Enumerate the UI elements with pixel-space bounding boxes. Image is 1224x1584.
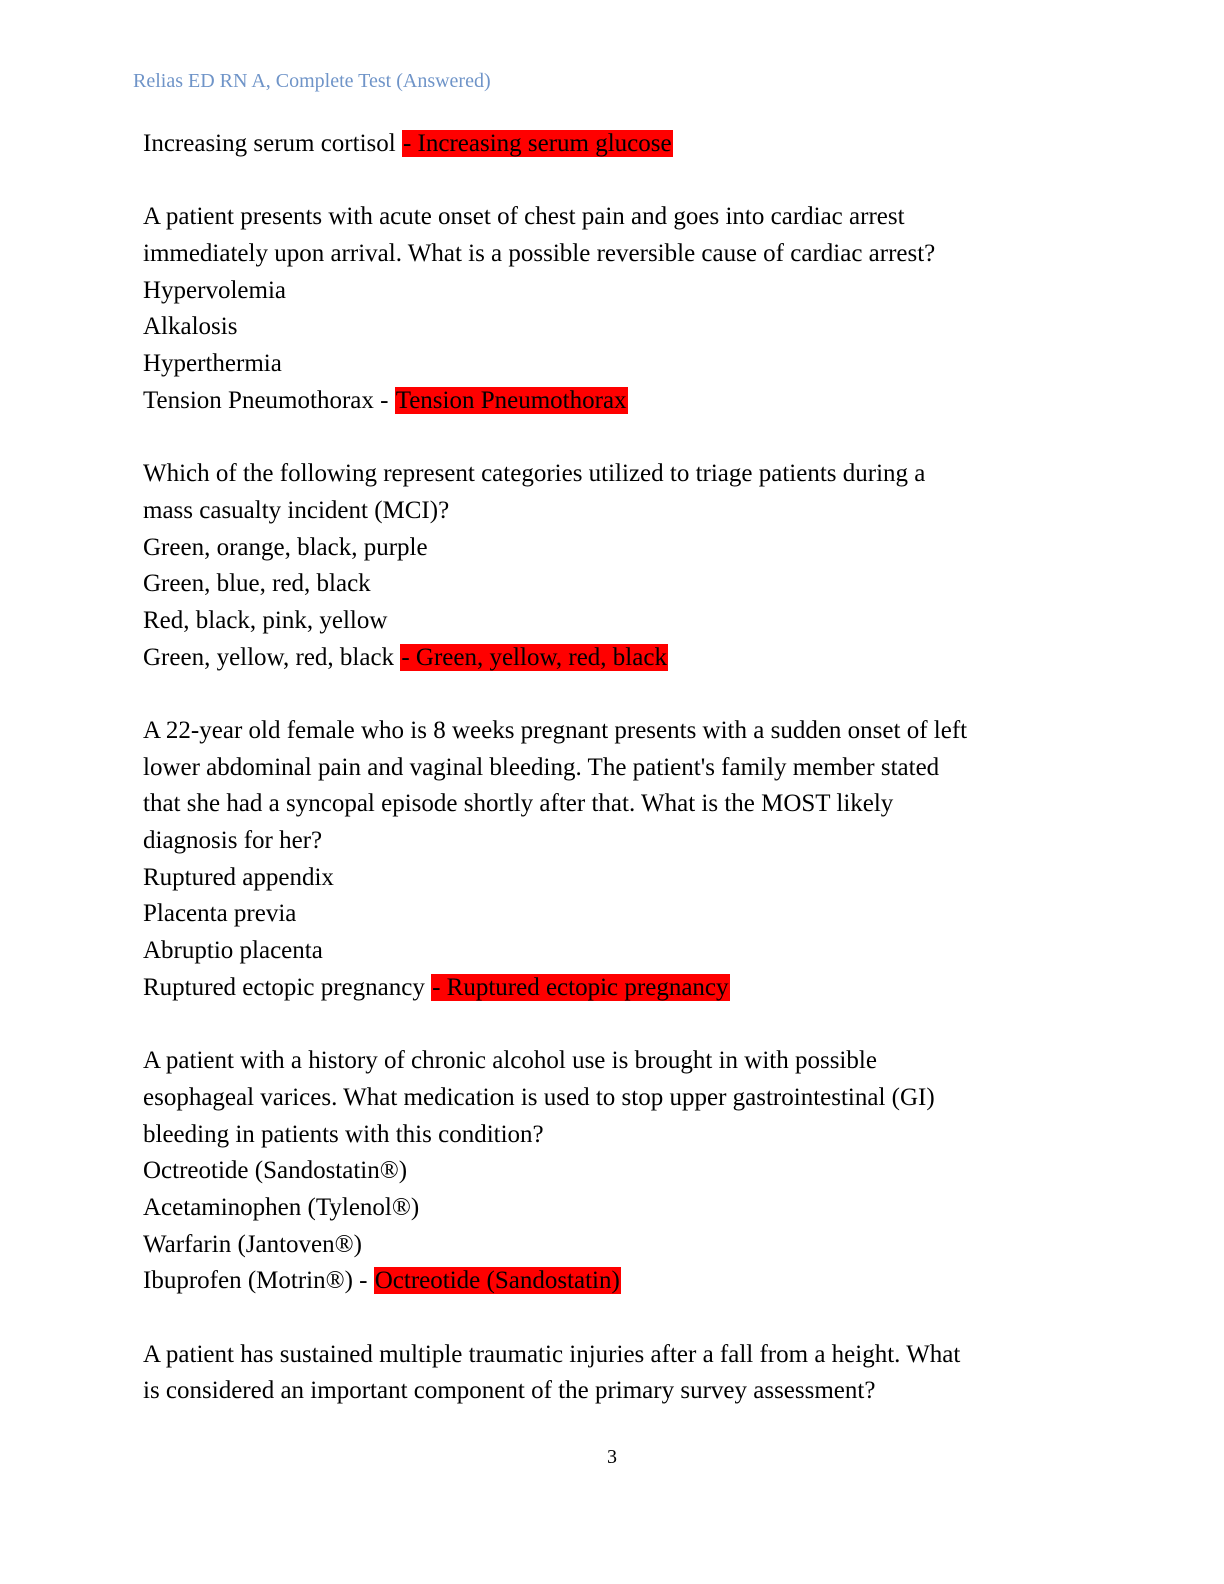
page-number: 3 — [607, 1446, 617, 1468]
running-header: Relias ED RN A, Complete Test (Answered) — [133, 70, 491, 92]
option-text: Tension Pneumothorax - — [143, 386, 395, 414]
option-text: Ibuprofen (Motrin®) - — [143, 1267, 374, 1295]
option-text: Acetaminophen (Tylenol®) — [143, 1193, 420, 1221]
page-content — [143, 126, 1083, 1410]
question-text: is considered an important component of the primary survey assessment? — [143, 1377, 876, 1405]
question-text: Which of the following represent categories utilized to triage patients during a — [143, 460, 926, 488]
paragraph-gap — [143, 420, 1083, 457]
question-block — [143, 1337, 1083, 1410]
question-text: A patient with a history of chronic alcohol use is brought in with possible — [143, 1047, 877, 1075]
option-text: Green, blue, red, black — [143, 570, 371, 598]
answer-line — [143, 640, 1083, 677]
question-text: esophageal varices. What medication is used to stop upper gastrointestinal (GI) — [143, 1083, 935, 1111]
paragraph-gap — [143, 163, 1083, 200]
question-text: immediately upon arrival. What is a possible reversible cause of cardiac arrest? — [143, 240, 936, 268]
answer-highlight: - Ruptured ectopic pregnancy — [432, 973, 729, 1001]
option-text: Alkalosis — [143, 313, 238, 341]
option-text: Green, orange, black, purple — [143, 533, 428, 561]
question-text: lower abdominal pain and vaginal bleeding. The patient's family member stated — [143, 753, 940, 781]
question-text: A 22-year old female who is 8 weeks pregnant presents with a sudden onset of left — [143, 717, 968, 744]
answer-highlight: Octreotide (Sandostatin) — [374, 1267, 620, 1295]
answer-line — [143, 1263, 1083, 1300]
question-text: mass casualty incident (MCI)? — [143, 496, 450, 524]
option-text: Ruptured ectopic pregnancy — [143, 973, 432, 1001]
question-text: bleeding in patients with this condition? — [143, 1120, 544, 1148]
option-text: Octreotide (Sandostatin®) — [143, 1157, 408, 1185]
answer-highlight: - Green, yellow, red, black — [401, 643, 667, 671]
question-block — [143, 199, 1083, 419]
answer-line — [143, 126, 1083, 163]
option-text: Increasing serum cortisol — [143, 130, 402, 157]
question-block — [143, 1043, 1083, 1300]
question-text: that she had a syncopal episode shortly after that. What is the MOST likely — [143, 790, 894, 818]
option-text: Abruptio placenta — [143, 937, 323, 965]
question-block — [143, 456, 1083, 676]
option-text: Hyperthermia — [143, 350, 282, 378]
option-text: Hypervolemia — [143, 276, 287, 304]
answer-line — [143, 970, 1083, 1007]
option-text: Ruptured appendix — [143, 863, 334, 891]
paragraph-gap — [143, 676, 1083, 713]
option-text: Warfarin (Jantoven®) — [143, 1230, 362, 1258]
question-text: A patient has sustained multiple traumatic injuries after a fall from a height. What — [143, 1340, 961, 1368]
question-text: A patient presents with acute onset of chest pain and goes into cardiac arrest — [143, 203, 905, 231]
paragraph-gap — [143, 1007, 1083, 1044]
question-text: diagnosis for her? — [143, 827, 323, 855]
answer-line — [143, 383, 1083, 420]
option-text: Green, yellow, red, black — [143, 643, 401, 671]
question-block — [143, 713, 1083, 1007]
answer-highlight: - Increasing serum glucose — [402, 130, 672, 157]
option-text: Red, black, pink, yellow — [143, 606, 388, 634]
option-text: Placenta previa — [143, 900, 297, 928]
paragraph-gap — [143, 1300, 1083, 1337]
answer-highlight: Tension Pneumothorax — [395, 386, 627, 414]
